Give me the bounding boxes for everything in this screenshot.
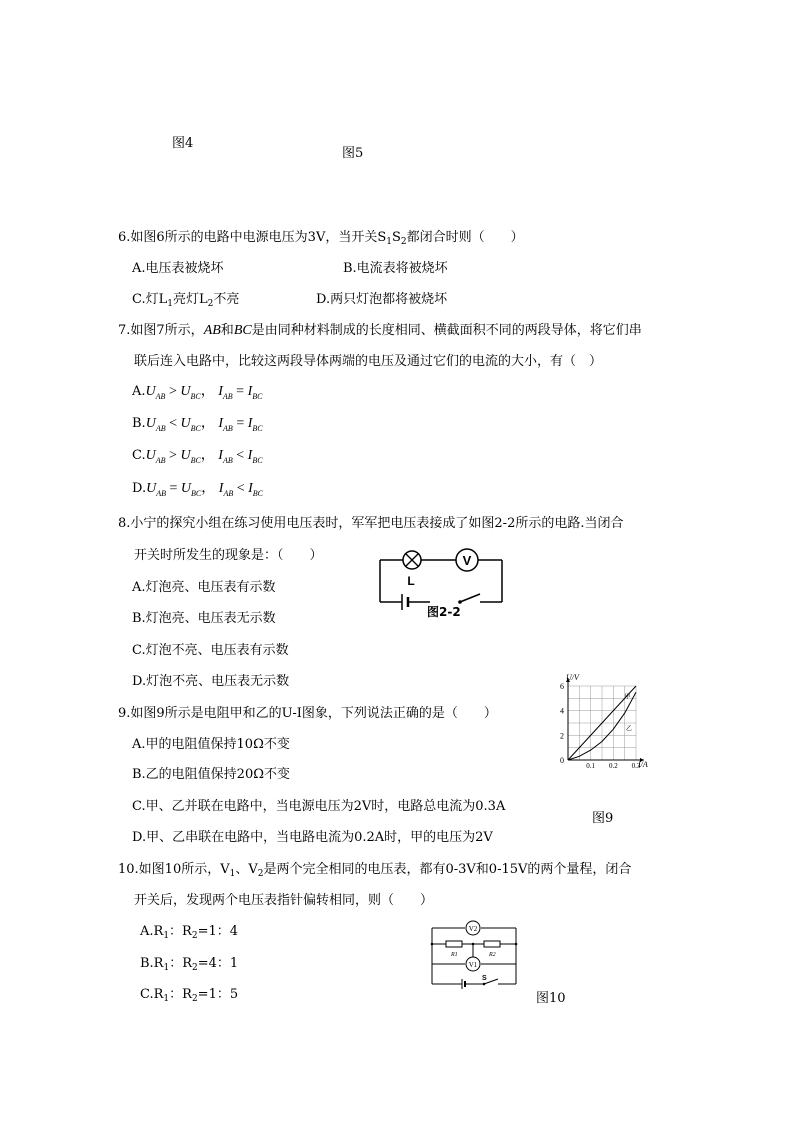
q7-stem-line2: 联后连入电路中，比较这两段导体两端的电压及通过它们的电流的大小，有（ ） [134,354,603,369]
q7-option-c: $C.U_{AB} > U_{BC}$， $I_{AB} < I_{BC}$ [132,448,263,465]
x-tick-label: 0.1 [586,762,596,770]
q8-option-c: C.灯泡不亮、电压表有示数 [132,643,289,658]
svg-text:S: S [482,975,487,982]
q9-option-d: D.甲、乙串联在电路中，当电路电流为0.2A时，甲的电压为2V [132,830,493,845]
circuit-diagram-fig2-2 [376,544,506,622]
q10-stem-line2: 开关后，发现两个电压表指针偏转相同，则（ ） [134,893,434,908]
voltmeter-v2-icon [466,921,480,935]
resistor-r1-icon [446,941,462,947]
svg-text:L: L [407,574,415,588]
q6-option-c: C.灯$L_1$亮灯$L_2$不亮 [132,292,240,309]
switch-icon [458,594,480,604]
q8-stem-line1: 8.小宁的探究小组在练习使用电压表时，军军把电压表接成了如图2-2所示的电路.当闭合 [118,516,624,531]
q8-option-a: A.灯泡亮、电压表有示数 [132,580,276,595]
lamp-icon [403,551,421,569]
q10-option-a: $A.R_1$：$R_2=1$：4 [140,924,239,941]
q9-option-a: A.甲的电阻值保持10Ω不变 [132,737,290,752]
y-tick-label: 4 [560,706,564,716]
q6-stem: 6.如图6所示的电路中电源电压为3V，当开关$S_1S_2$都闭合时则（ ） [118,230,524,247]
q9-stem: 9.如图9所示是电阻甲和乙的U-I图象，下列说法正确的是（ ） [118,706,497,721]
voltmeter-icon [456,549,478,571]
q7-stem-line1: 7.如图7所示，AB和BC是由同种材料制成的长度相同、横截面积不同的两段导体，将它们串 [118,323,642,338]
q7-option-b: $B.U_{AB} < U_{BC}$， $I_{AB} = I_{BC}$ [132,416,263,433]
y-tick-label: 6 [560,682,564,691]
series-label-1: 甲 [624,693,631,701]
q9-option-b: B.乙的电阻值保持20Ω不变 [132,767,291,782]
q10-option-c: $C.R_1$：$R_2=1$：5 [140,987,239,1004]
voltmeter-v1-icon [466,957,480,971]
circuit-diagram-fig10 [428,918,520,994]
figure-9-caption: 图9 [592,811,614,826]
q6-option-d: D.两只灯泡都将被烧坏 [316,292,448,307]
figure-4-caption: 图4 [172,136,194,151]
y-tick-label: 0 [560,756,564,765]
svg-text:图2-2: 图2-2 [427,605,461,619]
series-label-2: 乙 [626,725,633,733]
x-tick-label: 0.2 [608,762,618,770]
q7-option-d: $D.U_{AB} = U_{BC}$， $I_{AB} < I_{BC}$ [132,481,264,498]
figure-10-caption: 图10 [536,991,566,1006]
svg-text:R2: R2 [489,952,496,958]
battery-icon [402,594,408,610]
q10-stem-line1: 10.如图10所示，$V_1$、$V_2$是两个完全相同的电压表，都有0-3V和0-15V的两个量程，闭合 [118,862,632,879]
q9-option-c: C.甲、乙并联在电路中，当电源电压为2V时，电路总电流为0.3A [132,799,506,814]
svg-text:V2: V2 [468,925,478,933]
svg-text:V1: V1 [468,961,478,969]
q7-option-a: $A.U_{AB} > U_{BC}$， $I_{AB} = I_{BC}$ [132,384,263,401]
svg-text:R1: R1 [451,952,458,958]
ui-graph-fig9 [554,672,654,772]
q8-option-d: D.灯泡不亮、电压表无示数 [132,674,290,689]
y-tick-label: 2 [560,731,564,741]
svg-text:V: V [462,553,472,568]
y-axis-label: U/V [566,673,579,682]
x-axis-label: I/A [638,760,648,769]
q8-option-b: B.灯泡亮、电压表无示数 [132,611,276,626]
q6-option-a: A.电压表被烧坏 [132,261,224,276]
x-tick-label: 0.3 [631,762,641,770]
q6-option-b: B.电流表将被烧坏 [343,261,448,276]
q8-stem-line2: 开关时所发生的现象是：（ ） [134,548,323,563]
q10-option-b: $B.R_1$：$R_2=4$：1 [140,956,239,973]
resistor-r2-icon [484,941,500,947]
figure-5-caption: 图5 [342,146,364,161]
